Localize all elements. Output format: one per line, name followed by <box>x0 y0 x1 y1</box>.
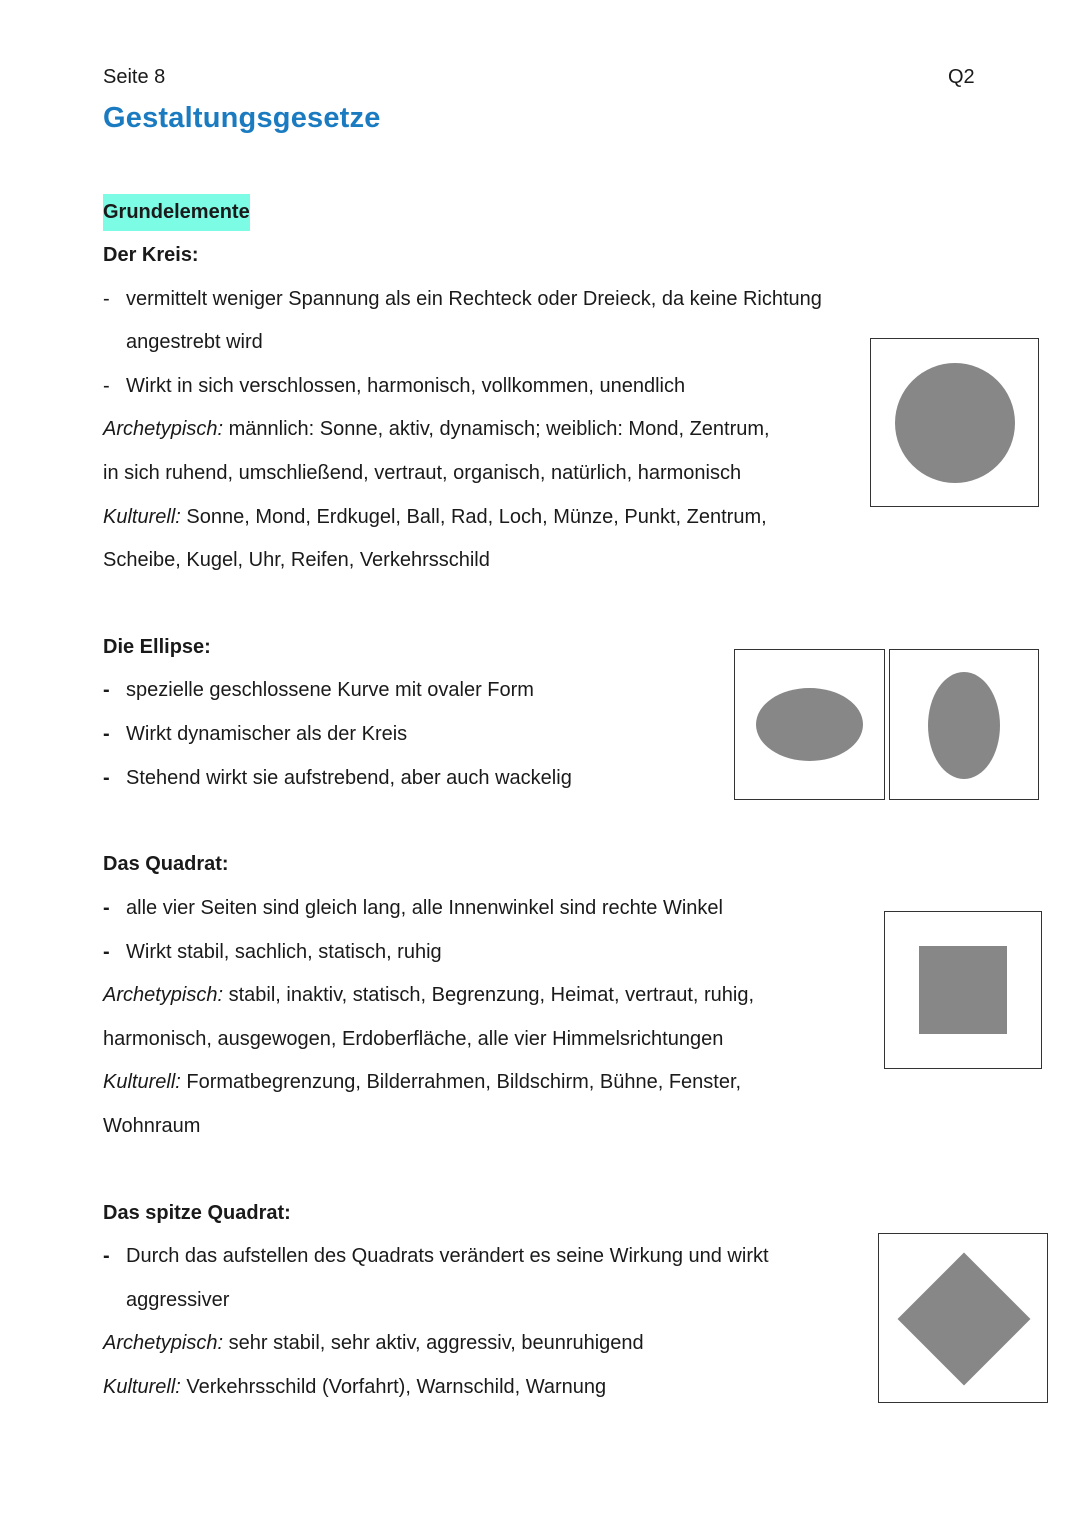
kultur-label: Kulturell: <box>103 506 181 528</box>
kreis-archetyp-line-2: in sich ruhend, umschließend, vertraut, organisch, natürlich, harmonisch <box>103 462 742 484</box>
kreis-heading: Der Kreis: <box>103 244 199 266</box>
kreis-bullet-2: Wirkt in sich verschlossen, harmonisch, vollkommen, unendlich <box>126 375 686 397</box>
kreis-archetyp-line-1 <box>103 417 770 441</box>
horizontal-ellipse-shape <box>756 688 863 761</box>
archetyp-label: Archetypisch: <box>103 984 224 1006</box>
horizontal-ellipse-figure <box>734 649 885 800</box>
ellipse-bullet-3: Stehend wirkt sie aufstrebend, aber auch wackelig <box>126 767 572 789</box>
kreis-kultur-line-2: Scheibe, Kugel, Uhr, Reifen, Verkehrsschild <box>103 549 490 571</box>
kultur-text: Sonne, Mond, Erdkugel, Ball, Rad, Loch, Münze, Punkt, Zentrum, <box>180 506 767 528</box>
bullet-dash: - <box>103 767 110 789</box>
square-figure <box>884 911 1042 1069</box>
vertical-ellipse-figure <box>889 649 1039 800</box>
quadrat-bullet-1: alle vier Seiten sind gleich lang, alle Innenwinkel sind rechte Winkel <box>126 897 723 919</box>
bullet-dash: - <box>103 941 110 963</box>
section-label-text: Grundelemente <box>103 194 250 231</box>
quadrat-archetyp-line-2: harmonisch, ausgewogen, Erdoberfläche, alle vier Himmelsrichtungen <box>103 1028 724 1050</box>
kultur-text: Verkehrsschild (Vorfahrt), Warnschild, Warnung <box>180 1376 607 1398</box>
kultur-text: Formatbegrenzung, Bilderrahmen, Bildschirm, Bühne, Fenster, <box>180 1071 742 1093</box>
quadrat-archetyp-line-1 <box>103 983 754 1007</box>
course-label: Q2 <box>948 66 975 88</box>
spitzes-quadrat-archetyp <box>103 1331 644 1355</box>
ellipse-bullet-2: Wirkt dynamischer als der Kreis <box>126 723 408 745</box>
bullet-dash: - <box>103 723 110 745</box>
ellipse-heading: Die Ellipse: <box>103 636 211 658</box>
square-shape <box>919 946 1007 1034</box>
spitzes-quadrat-bullet-1: Durch das aufstellen des Quadrats verändert es seine Wirkung und wirkt <box>126 1245 769 1267</box>
quadrat-bullet-2: Wirkt stabil, sachlich, statisch, ruhig <box>126 941 442 963</box>
quadrat-kultur-line-2: Wohnraum <box>103 1115 201 1137</box>
spitzes-quadrat-bullet-1-cont: aggressiver <box>126 1289 230 1311</box>
kreis-bullet-1-cont: angestrebt wird <box>126 331 263 353</box>
bullet-dash: - <box>103 679 110 701</box>
vertical-ellipse-shape <box>928 672 1000 779</box>
kultur-label: Kulturell: <box>103 1376 181 1398</box>
quadrat-heading: Das Quadrat: <box>103 853 229 875</box>
circle-shape <box>895 363 1015 483</box>
bullet-dash: - <box>103 897 110 919</box>
section-label <box>103 200 250 224</box>
page-number: Seite 8 <box>103 66 166 88</box>
quadrat-kultur-line-1 <box>103 1070 741 1094</box>
ellipse-bullet-1: spezielle geschlossene Kurve mit ovaler Form <box>126 679 534 701</box>
spitzes-quadrat-heading: Das spitze Quadrat: <box>103 1202 291 1224</box>
kultur-label: Kulturell: <box>103 1071 181 1093</box>
bullet-dash: - <box>103 288 110 310</box>
archetyp-label: Archetypisch: <box>103 1332 224 1354</box>
kreis-kultur-line-1 <box>103 505 767 529</box>
archetyp-text: männlich: Sonne, aktiv, dynamisch; weiblich: Mond, Zentrum, <box>223 418 770 440</box>
archetyp-text: sehr stabil, sehr aktiv, aggressiv, beunruhigend <box>223 1332 644 1354</box>
diamond-figure <box>878 1233 1048 1403</box>
archetyp-label: Archetypisch: <box>103 418 224 440</box>
bullet-dash: - <box>103 375 110 397</box>
circle-figure <box>870 338 1039 507</box>
spitzes-quadrat-kultur <box>103 1375 606 1399</box>
page-title: Gestaltungsgesetze <box>103 102 381 134</box>
archetyp-text: stabil, inaktiv, statisch, Begrenzung, Heimat, vertraut, ruhig, <box>223 984 755 1006</box>
diamond-shape <box>898 1253 1031 1386</box>
kreis-bullet-1: vermittelt weniger Spannung als ein Rechteck oder Dreieck, da keine Richtung <box>126 288 822 310</box>
bullet-dash: - <box>103 1245 110 1267</box>
